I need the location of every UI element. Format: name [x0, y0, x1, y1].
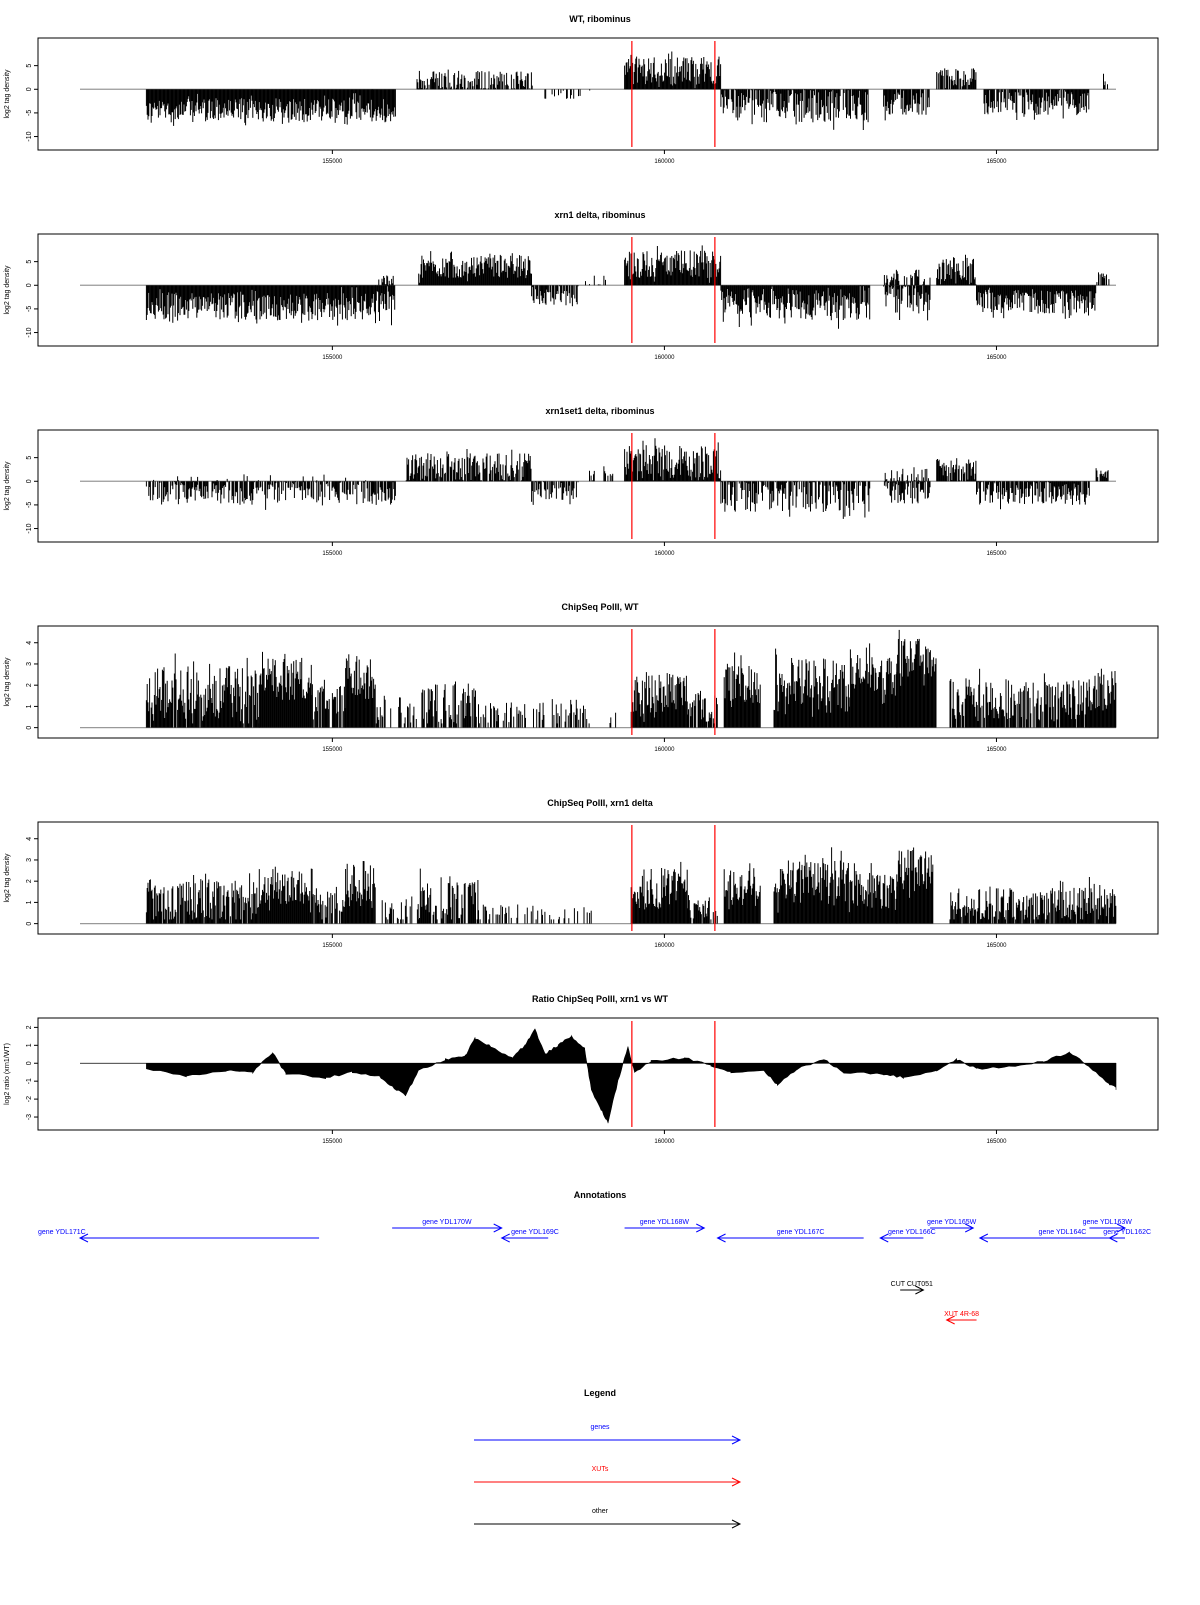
panel-5 — [4, 798, 1158, 949]
x-tick-label: 165000 — [986, 355, 1007, 361]
y-tick-label: 5 — [26, 64, 33, 68]
y-axis-label: log2 tag density — [4, 69, 11, 119]
panel-4 — [4, 602, 1158, 753]
y-tick-label: 0 — [26, 726, 33, 730]
x-tick-label: 165000 — [986, 551, 1007, 557]
panel-title: xrn1set1 delta, ribominus — [545, 406, 654, 416]
bar-series — [146, 847, 1115, 923]
x-tick-label: 160000 — [654, 551, 675, 557]
y-tick-label: -10 — [26, 131, 33, 141]
x-tick-label: 160000 — [654, 159, 675, 165]
bar-series — [146, 52, 1107, 131]
y-tick-label: 0 — [26, 87, 33, 91]
y-tick-label: -5 — [26, 306, 33, 312]
x-tick-label: 155000 — [322, 551, 343, 557]
y-tick-label: 0 — [26, 479, 33, 483]
bar-series — [146, 245, 1109, 328]
y-tick-label: -10 — [26, 523, 33, 533]
panel-1 — [4, 14, 1158, 165]
panel-title: xrn1 delta, ribominus — [554, 210, 645, 220]
panel-2 — [4, 210, 1158, 361]
y-tick-label: 2 — [26, 879, 33, 883]
y-axis-label: log2 tag density — [4, 853, 11, 903]
bar-series — [146, 438, 1108, 519]
x-tick-label: 165000 — [986, 747, 1007, 753]
y-tick-label: 4 — [26, 641, 33, 645]
x-tick-label: 155000 — [322, 355, 343, 361]
x-tick-label: 160000 — [654, 747, 675, 753]
x-tick-label: 165000 — [986, 159, 1007, 165]
y-tick-label: 1 — [26, 704, 33, 708]
y-tick-label: 1 — [26, 900, 33, 904]
x-tick-label: 165000 — [986, 943, 1007, 949]
y-axis-label: log2 tag density — [4, 461, 11, 511]
x-tick-label: 155000 — [322, 159, 343, 165]
y-tick-label: 0 — [26, 922, 33, 926]
y-tick-label: -5 — [26, 110, 33, 116]
y-tick-label: 2 — [26, 683, 33, 687]
panel-title: ChipSeq PolII, xrn1 delta — [547, 798, 654, 808]
x-tick-label: 155000 — [322, 747, 343, 753]
bar-series — [146, 630, 1115, 728]
y-axis-label: log2 tag density — [4, 265, 11, 315]
y-axis-label: log2 tag density — [4, 657, 11, 707]
y-tick-label: -5 — [26, 502, 33, 508]
y-tick-label: 0 — [26, 283, 33, 287]
panel-3 — [4, 406, 1158, 557]
x-tick-label: 160000 — [654, 355, 675, 361]
x-tick-label: 160000 — [654, 943, 675, 949]
y-tick-label: 3 — [26, 662, 33, 666]
y-tick-label: -10 — [26, 327, 33, 337]
y-tick-label: 5 — [26, 456, 33, 460]
y-tick-label: 3 — [26, 858, 33, 862]
panel-title: ChipSeq PolII, WT — [562, 602, 639, 612]
panel-title: WT, ribominus — [569, 14, 631, 24]
x-tick-label: 155000 — [322, 943, 343, 949]
y-tick-label: 5 — [26, 260, 33, 264]
y-tick-label: 4 — [26, 837, 33, 841]
